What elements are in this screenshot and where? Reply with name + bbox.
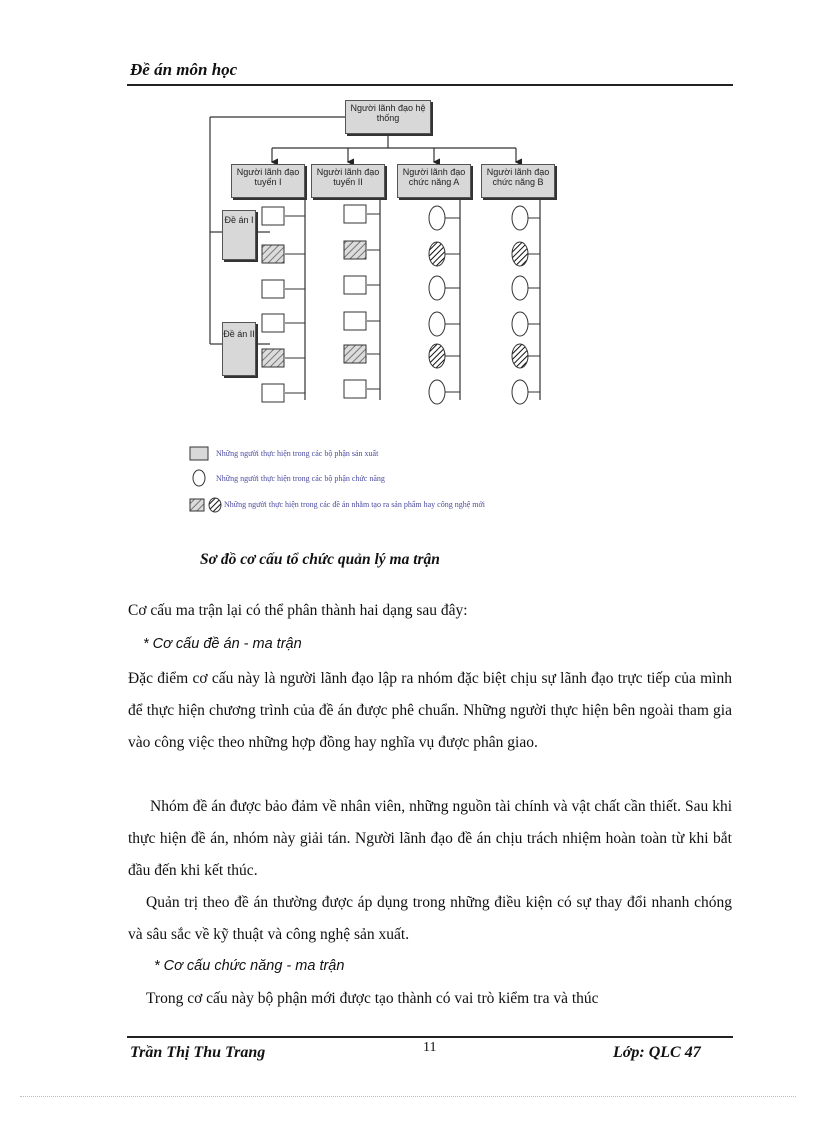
footer-class: Lớp: QLC 47 [613,1044,701,1061]
paragraph-2: Nhóm đề án được bảo đảm về nhân viên, những nguồn tài chính và vật chất cần thiết. Sau khi thực hiện đề án, nhóm này giải tán. Người lãnh đạo đề án chịu trách nhiệm hoàn toàn từ khi bắt đầu đến khi kết thúc. [128,798,732,879]
line-leader-1-box: Người lãnh đạo tuyến I [231,164,305,198]
subheading-project-matrix: * Cơ cấu đề án - ma trận [143,636,302,652]
figure-caption: Sơ đồ cơ cấu tổ chức quản lý ma trận [200,551,440,568]
footer-rule [127,1036,733,1038]
legend-ellipse-icon [193,470,205,486]
footer-author: Trần Thị Thu Trang [130,1044,266,1061]
legend-project: Những người thực hiện trong các đề án nhằm tạo ra sản phẩm hay công nghệ mới [224,500,485,509]
project-2-box: Đề án II [222,322,256,376]
legend-square-icon [190,447,208,460]
subheading-function-matrix: * Cơ cấu chức năng - ma trận [154,958,345,974]
legend-production: Những người thực hiện trong các bộ phận sản xuất [216,449,379,458]
header-title: Đề án môn học [130,60,238,79]
line-leader-2-box: Người lãnh đạo tuyến II [311,164,385,198]
page-bottom-divider [20,1096,796,1097]
function-leader-a-box: Người lãnh đạo chức năng A [397,164,471,198]
intro-line: Cơ cấu ma trận lại có thể phân thành hai dạng sau đây: [128,602,468,619]
project-1-box: Đề án I [222,210,256,260]
paragraph-1: Đặc điểm cơ cấu này là người lãnh đạo lập ra nhóm đặc biệt chịu sự lãnh đạo trực tiếp của mình để thực hiện chương trình của đề án được phê chuẩn. Những người thực hiện bên ngoài tham gia vào công việc theo những hợp đồng hay nghĩa vụ được phân giao. [128,670,732,751]
paragraph-3: Quản trị theo đề án thường được áp dụng trong những điều kiện có sự thay đổi nhanh chóng và sâu sắc về kỹ thuật và công nghệ sản xuất. [128,894,732,943]
page-number: 11 [423,1040,437,1055]
legend-hatched-square-icon [190,499,204,511]
legend-icons [0,0,816,540]
paragraph-4: Trong cơ cấu này bộ phận mới được tạo thành có vai trò kiểm tra và thúc [146,990,599,1007]
function-leader-b-box: Người lãnh đạo chức năng B [481,164,555,198]
legend-hatched-ellipse-icon [209,498,221,512]
legend-function: Những người thực hiện trong các bộ phận chức năng [216,474,385,483]
matrix-org-chart [0,0,816,540]
system-leader-box: Người lãnh đạo hệ thống [345,100,431,134]
